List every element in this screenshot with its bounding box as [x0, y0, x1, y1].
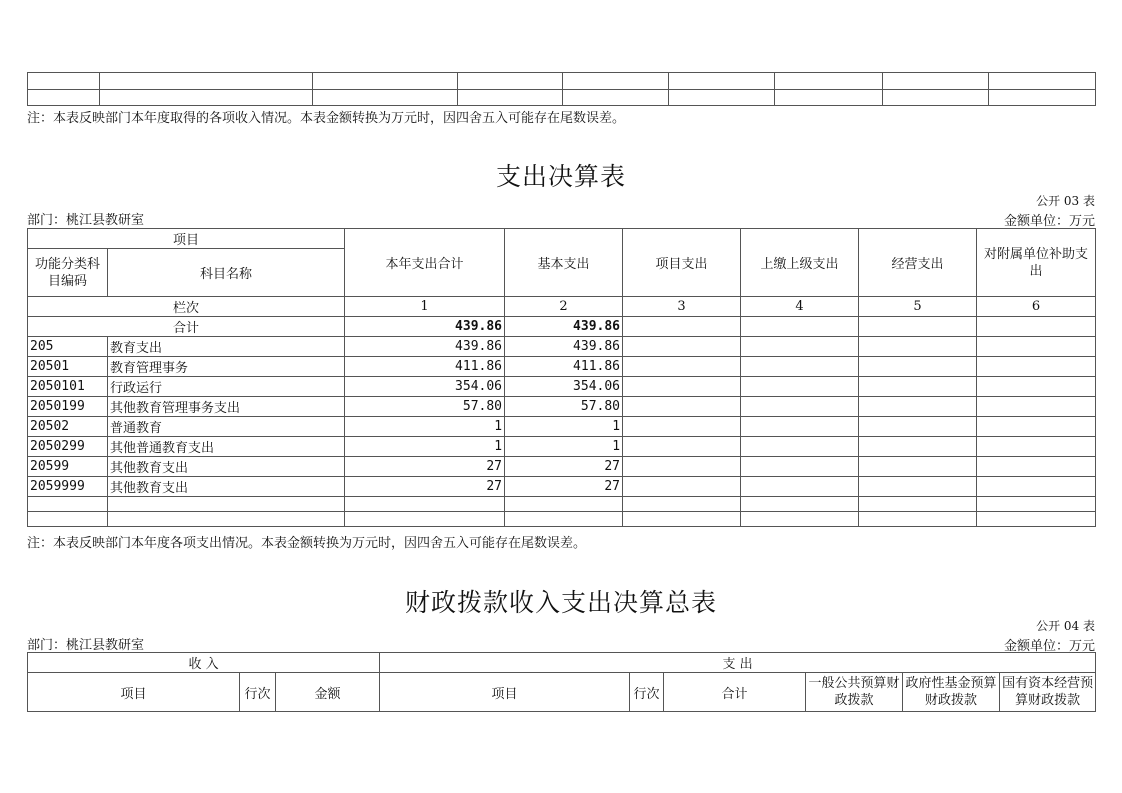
row-name: 其他教育支出 [108, 457, 345, 477]
row-basic: 27 [505, 457, 623, 477]
header-line: 行次 [240, 673, 276, 712]
row-basic: 27 [505, 477, 623, 497]
row-total: 1 [345, 437, 505, 457]
header-business: 经营支出 [859, 229, 977, 297]
row-code: 20501 [28, 357, 108, 377]
row-total: 27 [345, 477, 505, 497]
row-code: 2050101 [28, 377, 108, 397]
income-note: 注：本表反映部门本年度取得的各项收入情况。本表金额转换为万元时，因四舍五入可能存在尾数误差。 [27, 111, 626, 126]
row-name: 普通教育 [108, 417, 345, 437]
expense-unit: 金额单位：万元 [1003, 214, 1095, 229]
table-row [28, 417, 1096, 437]
header-total: 本年支出合计 [345, 229, 505, 297]
header-item: 项目 [28, 673, 240, 712]
column-index-label: 栏次 [28, 297, 345, 317]
header-general: 一般公共预算财政拨款 [806, 673, 903, 712]
header-name: 科目名称 [108, 249, 345, 297]
row-code: 2059999 [28, 477, 108, 497]
table-row [28, 512, 1096, 527]
header-state: 国有资本经营预算财政拨款 [1000, 673, 1096, 712]
row-total: 411.86 [345, 357, 505, 377]
expense-note: 注：本表反映部门本年度各项支出情况。本表金额转换为万元时，因四舍五入可能存在尾数误差。 [27, 536, 587, 551]
column-index: 2 [505, 297, 623, 317]
row-name: 教育管理事务 [108, 357, 345, 377]
total-row [28, 317, 1096, 337]
row-total: 354.06 [345, 377, 505, 397]
header-item: 项目 [28, 229, 345, 249]
header-amount: 金额 [276, 673, 380, 712]
income-header: 收 入 [28, 653, 380, 673]
total-basic: 439.86 [505, 317, 623, 337]
row-code: 2050199 [28, 397, 108, 417]
row-code: 205 [28, 337, 108, 357]
row-name: 其他教育管理事务支出 [108, 397, 345, 417]
row-total: 57.80 [345, 397, 505, 417]
table-row [28, 457, 1096, 477]
header-row [28, 673, 1096, 712]
header-fund: 政府性基金预算财政拨款 [903, 673, 1000, 712]
fiscal-table-no: 公开 04 表 [1036, 619, 1095, 633]
fiscal-title: 财政拨款收入支出决算总表 [404, 588, 717, 617]
row-code: 2050299 [28, 437, 108, 457]
column-index-row [28, 297, 1096, 317]
table-row [28, 73, 1096, 90]
fiscal-table [27, 652, 1096, 712]
expense-table-no: 公开 03 表 [1036, 194, 1095, 208]
table-row [28, 397, 1096, 417]
expense-department: 部门：桃江县教研室 [27, 213, 145, 228]
fiscal-unit: 金额单位：万元 [1003, 639, 1095, 654]
row-basic: 354.06 [505, 377, 623, 397]
column-index: 4 [741, 297, 859, 317]
row-total: 439.86 [345, 337, 505, 357]
row-name: 教育支出 [108, 337, 345, 357]
column-index: 5 [859, 297, 977, 317]
column-index: 6 [977, 297, 1096, 317]
income-table-tail [27, 72, 1096, 106]
header-item: 项目 [380, 673, 630, 712]
table-row [28, 377, 1096, 397]
row-code: 20502 [28, 417, 108, 437]
expense-title: 支出决算表 [495, 162, 626, 191]
row-code: 20599 [28, 457, 108, 477]
header-project: 项目支出 [623, 229, 741, 297]
row-name: 其他教育支出 [108, 477, 345, 497]
table-row [28, 437, 1096, 457]
expense-table [27, 228, 1096, 527]
header-code: 功能分类科目编码 [28, 249, 108, 297]
row-basic: 1 [505, 417, 623, 437]
column-index: 3 [623, 297, 741, 317]
row-basic: 1 [505, 437, 623, 457]
table-row [28, 357, 1096, 377]
table-row [28, 497, 1096, 512]
header-basic: 基本支出 [505, 229, 623, 297]
row-basic: 439.86 [505, 337, 623, 357]
table-row [28, 90, 1096, 106]
fiscal-department: 部门：桃江县教研室 [27, 638, 145, 653]
row-name: 其他普通教育支出 [108, 437, 345, 457]
row-total: 27 [345, 457, 505, 477]
header-row [28, 653, 1096, 673]
row-basic: 57.80 [505, 397, 623, 417]
row-name: 行政运行 [108, 377, 345, 397]
row-basic: 411.86 [505, 357, 623, 377]
header-upper: 上缴上级支出 [741, 229, 859, 297]
header-subsidiary: 对附属单位补助支出 [977, 229, 1096, 297]
header-total: 合计 [664, 673, 806, 712]
table-row [28, 477, 1096, 497]
table-row [28, 337, 1096, 357]
header-line: 行次 [630, 673, 664, 712]
header-row [28, 229, 1096, 249]
total-label: 合计 [28, 317, 345, 337]
total-amount: 439.86 [345, 317, 505, 337]
row-total: 1 [345, 417, 505, 437]
column-index: 1 [345, 297, 505, 317]
expense-header: 支 出 [380, 653, 1096, 673]
